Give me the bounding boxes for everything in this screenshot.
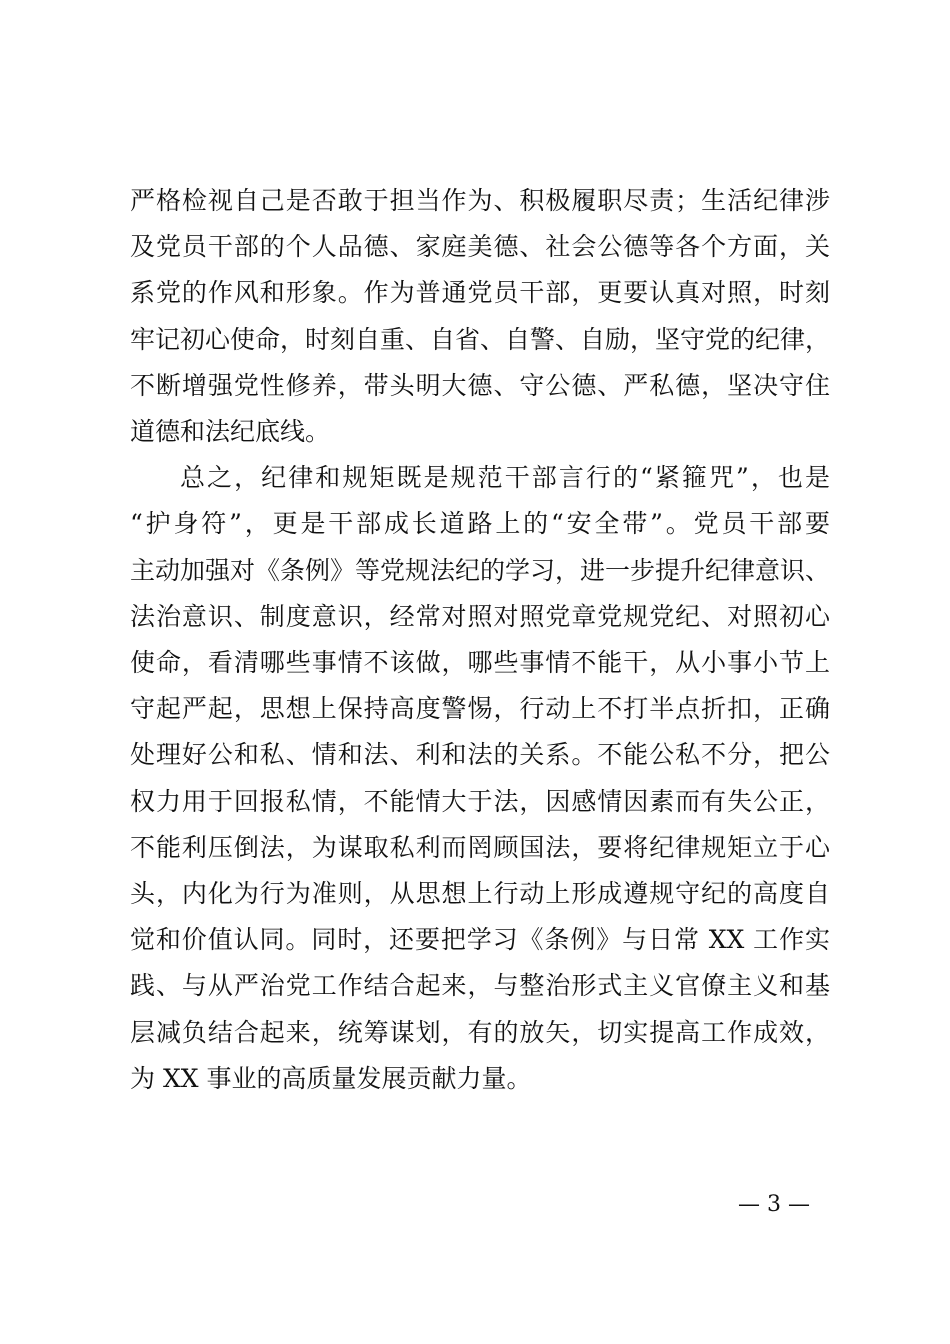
- paragraph-line: 系党的作风和形象。作为普通党员干部，更要认真对照，时刻: [130, 278, 830, 308]
- paragraph-line: 不断增强党性修养，带头明大德、守公德、严私德，坚决守住: [130, 370, 830, 400]
- paragraph-line: 主动加强对《条例》等党规法纪的学习，进一步提升纪律意识、: [130, 555, 831, 585]
- paragraph-line: 处理好公和私、情和法、利和法的关系。不能公私不分，把公: [130, 740, 830, 770]
- paragraph-line: 层减负结合起来，统筹谋划，有的放矢，切实提高工作成效，: [130, 1017, 830, 1047]
- paragraph-line: 使命，看清哪些事情不该做，哪些事情不能干，从小事小节上: [130, 648, 830, 677]
- page-number: — 3 —: [738, 1192, 810, 1217]
- paragraph-line: 总之，纪律和规矩既是规范干部言行的“紧箍咒”，也是: [180, 463, 830, 493]
- paragraph-line: 践、与从严治党工作结合起来，与整治形式主义官僚主义和基: [130, 971, 830, 1001]
- paragraph-line: 守起严起，思想上保持高度警惕，行动上不打半点折扣，正确: [130, 694, 830, 724]
- paragraph-line: 为 XX 事业的高质量发展贡献力量。: [130, 1063, 532, 1093]
- paragraph-line: 觉和价值认同。同时，还要把学习《条例》与日常 XX 工作实: [130, 925, 830, 955]
- paragraph-line: 权力用于回报私情，不能情大于法，因感情因素而有失公正，: [130, 786, 830, 816]
- paragraph-line: 不能利压倒法，为谋取私利而罔顾国法，要将纪律规矩立于心: [130, 832, 830, 862]
- paragraph-line: 道德和法纪底线。: [130, 417, 331, 446]
- paragraph-line: 头，内化为行为准则，从思想上行动上形成遵规守纪的高度自: [130, 879, 830, 908]
- paragraph-line: 严格检视自己是否敢于担当作为、积极履职尽责；生活纪律涉: [130, 186, 830, 215]
- paragraph-line: 法治意识、制度意识，经常对照对照党章党规党纪、对照初心: [130, 601, 830, 631]
- paragraph-line: 及党员干部的个人品德、家庭美德、社会公德等各个方面，关: [130, 232, 830, 262]
- paragraph-line: 牢记初心使命，时刻自重、自省、自警、自励，坚守党的纪律，: [130, 324, 831, 354]
- paragraph-line: “护身符”，更是干部成长道路上的“安全带”。党员干部要: [130, 509, 830, 539]
